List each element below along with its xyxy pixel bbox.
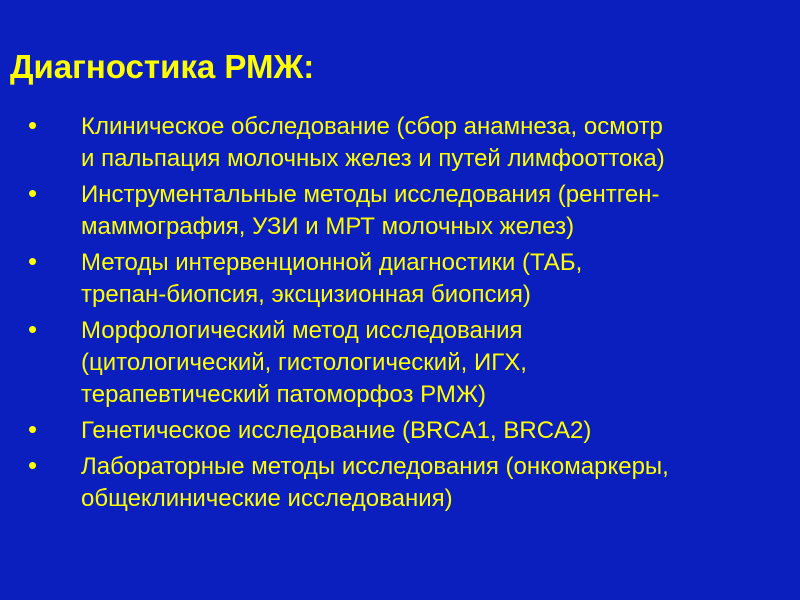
- bullet-line: трепан-биопсия, эксцизионная биопсия): [81, 281, 531, 308]
- bullet-line: (цитологический, гистологический, ИГХ,: [81, 349, 527, 376]
- bullet-icon: •: [28, 450, 38, 480]
- bullet-line: Инструментальные методы исследования (рентген-: [81, 181, 660, 208]
- bullet-item-genetic: [0, 415, 800, 447]
- bullet-text: [81, 111, 781, 175]
- bullet-line: Лабораторные методы исследования (онкомаркеры,: [81, 453, 669, 480]
- bullet-item-instrumental: [0, 179, 800, 243]
- bullet-item-laboratory: [0, 451, 800, 515]
- bullet-item-interventional: [0, 247, 800, 311]
- bullet-text: [81, 415, 781, 447]
- bullet-line: терапевтический патоморфоз РМЖ): [81, 381, 487, 408]
- bullet-line: Клиническое обследование (сбор анамнеза, осмотр: [81, 113, 663, 140]
- bullet-item-morphological: [0, 315, 800, 411]
- bullet-icon: •: [28, 414, 38, 444]
- bullet-line: Генетическое исследование (BRCA1, BRCA2): [81, 417, 592, 444]
- bullet-line: и пальпация молочных желез и путей лимфооттока): [81, 145, 665, 172]
- bullet-item-clinical: [0, 111, 800, 175]
- bullet-line: Морфологический метод исследования: [81, 317, 523, 344]
- bullet-text: [81, 179, 781, 243]
- bullet-line: Методы интервенционной диагностики (ТАБ,: [81, 249, 583, 276]
- bullet-text: [81, 315, 781, 411]
- slide-title: Диагностика РМЖ:: [10, 48, 315, 85]
- bullet-list: [0, 111, 800, 519]
- bullet-text: [81, 451, 781, 515]
- bullet-line: маммография, УЗИ и МРТ молочных желез): [81, 213, 575, 240]
- bullet-icon: •: [28, 110, 38, 140]
- bullet-icon: •: [28, 314, 38, 344]
- bullet-icon: •: [28, 246, 38, 276]
- bullet-icon: •: [28, 178, 38, 208]
- bullet-text: [81, 247, 781, 311]
- bullet-line: общеклинические исследования): [81, 485, 453, 512]
